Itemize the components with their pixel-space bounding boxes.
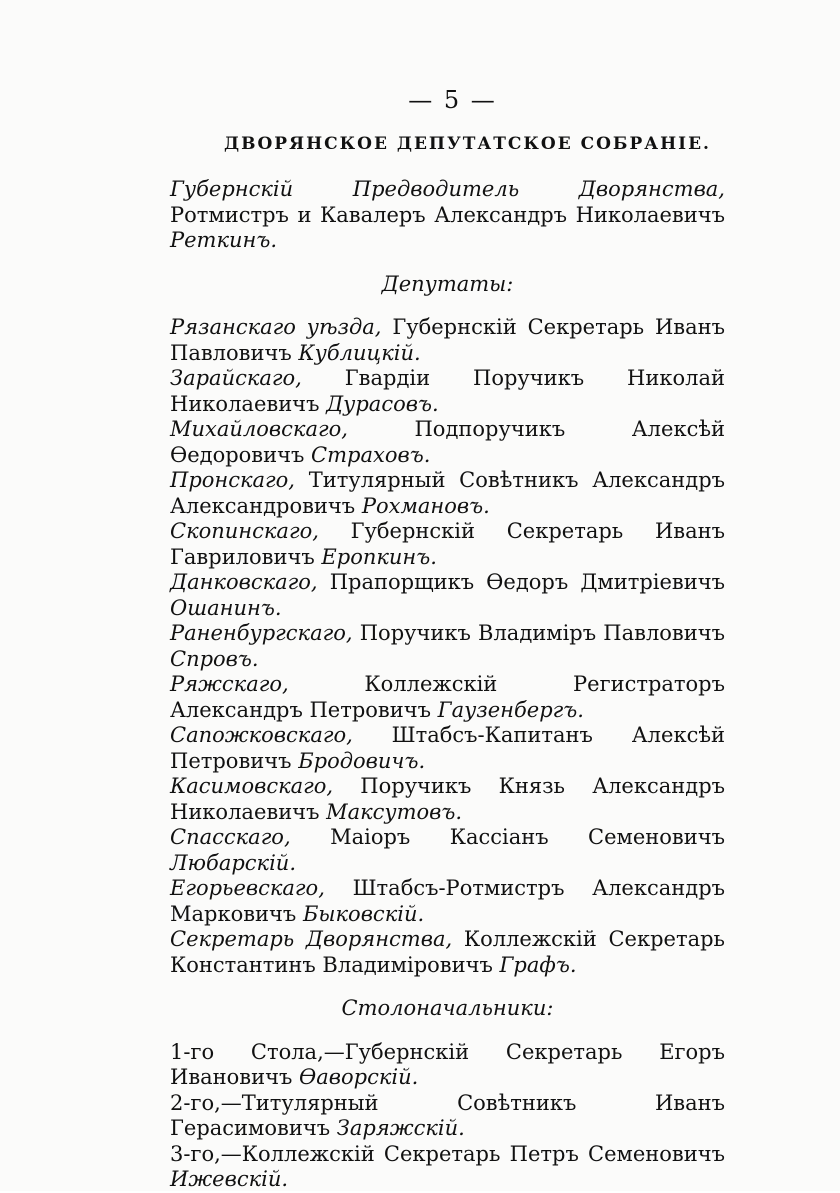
deputies-list [170,315,725,978]
deputy-name: Любарскій. [170,850,297,875]
clerk-text: Губернскій Секретарь Егоръ Ивановичъ [170,1039,725,1089]
deputy-entry [170,672,725,723]
clerk-text: Коллежскій Секретарь Петръ Семеновичъ [241,1141,725,1166]
deputies-heading: Депутаты: [381,271,514,296]
leader-role: Губернскій Предводитель Дворянства, [170,177,725,201]
deputy-entry [170,621,725,672]
clerk-entry [170,1040,725,1091]
leader-text: Ротмистръ и Кавалеръ Александръ Николаевичъ [170,202,725,227]
deputy-district: Раненбургскаго, [170,621,353,645]
deputy-district: Сапожковскаго, [170,723,353,747]
deputy-name: Бродовичъ. [298,748,426,773]
deputy-name: Гаузенбергъ. [437,697,584,722]
deputy-district: Ряжскаго, [170,672,289,696]
clerk-name: Ѳаворскій. [299,1065,419,1089]
deputy-entry [170,519,725,570]
deputy-district: Зарайскаго, [170,366,302,390]
deputy-text: Титулярный Совѣтникъ Александръ Александровичъ [170,468,725,518]
clerk-prefix: 3-го,— [170,1141,242,1166]
deputy-name: Максутовъ. [326,799,463,824]
deputy-text: Гвардіи Поручикъ Николай Николаевичъ [170,366,725,416]
deputy-text: Подпоручикъ Алексѣй Ѳедоровичъ [170,417,725,467]
deputy-text: Маіоръ Кассіанъ Семеновичъ [290,825,725,849]
clerk-prefix: 1-го Стола,— [170,1039,345,1064]
deputy-name: Спровъ. [170,646,259,671]
deputy-district: Касимовскаго, [170,774,334,798]
clerk-entry [170,1091,725,1142]
deputy-district: Егорьевскаго, [170,876,325,900]
clerks-heading: Столоначальники: [341,996,554,1020]
deputy-name: Дурасовъ. [326,391,439,416]
deputy-text: Штабсъ-Ротмистръ Александръ Марковичъ [170,876,725,926]
text-column [170,88,725,1193]
deputy-district: Скопинскаго, [170,519,319,543]
secretary-entry [170,927,725,978]
deputy-district: Спасскаго, [170,825,291,849]
deputy-entry [170,468,725,519]
clerk-name: Ижевскій. [170,1167,289,1191]
deputy-entry [170,876,725,927]
deputy-text: Поручикъ Князь Александръ Николаевичъ [170,774,725,824]
deputy-text: Губернскій Секретарь Иванъ Гавриловичъ [170,519,725,569]
leader-name: Реткинъ. [170,228,278,252]
page-title: ДВОРЯНСКОЕ ДЕПУТАТСКОЕ СОБРАНІЕ. [224,133,711,154]
deputy-entry [170,417,725,468]
deputy-entry [170,570,725,621]
secretary-name: Графъ. [499,952,577,977]
clerk-prefix: 2-го,— [170,1090,242,1115]
clerk-name: Заряжскій. [336,1116,465,1140]
clerk-text: Титулярный Совѣтникъ Иванъ Герасимовичъ [170,1090,725,1140]
deputy-entry [170,723,725,774]
deputy-text: Губернскій Секретарь Иванъ Павловичъ [170,315,725,365]
deputy-district: Рязанскаго уѣзда, [170,315,382,339]
secretary-text: Коллежскій Секретарь Константинъ Владиміровичъ [170,927,725,977]
page-number: — 5 — [408,86,497,114]
secretary-role: Секретарь Дворянства, [170,927,453,951]
deputy-text: Поручикъ Владиміръ Павловичъ [352,621,725,645]
deputy-entry [170,315,725,366]
deputy-entry [170,366,725,417]
deputy-name: Ошанинъ. [170,595,282,620]
deputy-name: Быковскій. [302,901,425,926]
deputy-name: Кублицкій. [298,340,421,365]
deputy-text: Коллежскій Регистраторъ Александръ Петровичъ [170,672,725,722]
deputy-name: Еропкинъ. [321,544,437,569]
deputy-district: Пронскаго, [170,468,295,492]
leader-paragraph [170,177,725,254]
deputy-entry [170,774,725,825]
deputy-text: Прапорщикъ Ѳедоръ Дмитріевичъ [317,570,725,594]
deputy-district: Данковскаго, [170,570,318,594]
clerks-list [170,1040,725,1193]
clerk-entry [170,1142,725,1193]
deputy-name: Страховъ. [311,442,431,467]
deputy-entry [170,825,725,876]
deputy-text: Штабсъ-Капитанъ Алексѣй Петровичъ [170,723,725,773]
deputy-name: Рохмановъ. [361,493,490,518]
deputy-district: Михайловскаго, [170,417,348,441]
